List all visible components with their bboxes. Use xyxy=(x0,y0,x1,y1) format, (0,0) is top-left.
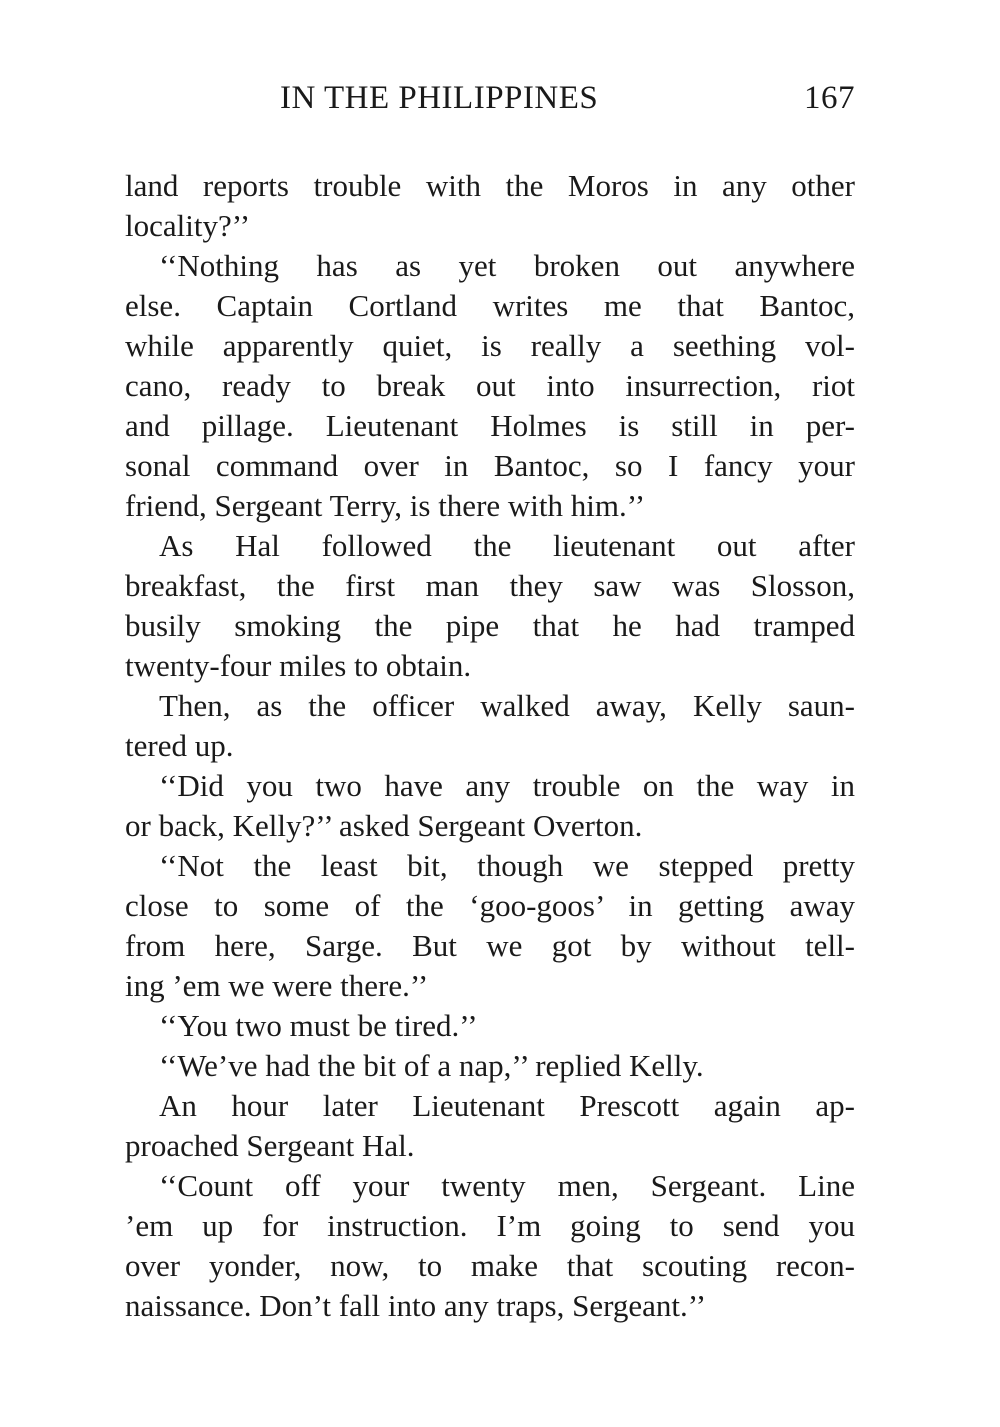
text-line: else. Captain Cortland writes me that Bantoc, xyxy=(125,288,855,323)
text-line: while apparently quiet, is really a seething vol- xyxy=(125,328,855,363)
text-line: ‘‘Nothing has as yet broken out anywhere xyxy=(159,248,855,283)
text-line: friend, Sergeant Terry, is there with him.’’ xyxy=(125,488,646,523)
text-line: An hour later Lieutenant Prescott again ap- xyxy=(159,1088,855,1123)
text-line: ‘‘Not the least bit, though we stepped pretty xyxy=(159,848,855,883)
text-line: breakfast, the first man they saw was Slosson, xyxy=(125,568,855,603)
text-line: twenty-four miles to obtain. xyxy=(125,648,472,683)
text-line: proached Sergeant Hal. xyxy=(125,1128,415,1163)
text-line: tered up. xyxy=(125,728,234,763)
text-line: ‘‘You two must be tired.’’ xyxy=(159,1008,478,1043)
text-line: and pillage. Lieutenant Holmes is still in per- xyxy=(125,408,855,443)
page-number: 167 xyxy=(804,80,855,116)
text-line: locality?’’ xyxy=(125,208,251,243)
text-line: ‘‘Count off your twenty men, Sergeant. Line xyxy=(159,1168,855,1203)
text-line: over yonder, now, to make that scouting recon- xyxy=(125,1248,855,1283)
text-line: cano, ready to break out into insurrection, riot xyxy=(125,368,855,403)
text-line: or back, Kelly?’’ asked Sergeant Overton. xyxy=(125,808,643,843)
book-page xyxy=(125,80,855,1326)
text-line: ’em up for instruction. I’m going to send you xyxy=(125,1208,855,1243)
text-line: ‘‘Did you two have any trouble on the way in xyxy=(159,768,855,803)
text-line: land reports trouble with the Moros in any other xyxy=(125,168,855,203)
text-line: busily smoking the pipe that he had tramped xyxy=(125,608,855,643)
body-text xyxy=(125,166,855,1326)
text-line: naissance. Don’t fall into any traps, Sergeant.’’ xyxy=(125,1288,707,1323)
text-line: ing ’em we were there.’’ xyxy=(125,968,429,1003)
text-line: ‘‘We’ve had the bit of a nap,’’ replied Kelly. xyxy=(159,1048,704,1083)
running-header xyxy=(125,80,855,124)
text-line: from here, Sarge. But we got by without tell- xyxy=(125,928,855,963)
text-line: Then, as the officer walked away, Kelly saun- xyxy=(159,688,855,723)
text-line: As Hal followed the lieutenant out after xyxy=(159,528,855,563)
text-line: close to some of the ‘goo-goos’ in getting away xyxy=(125,888,855,923)
text-line: sonal command over in Bantoc, so I fancy your xyxy=(125,448,855,483)
running-title: IN THE PHILIPPINES xyxy=(280,80,599,116)
